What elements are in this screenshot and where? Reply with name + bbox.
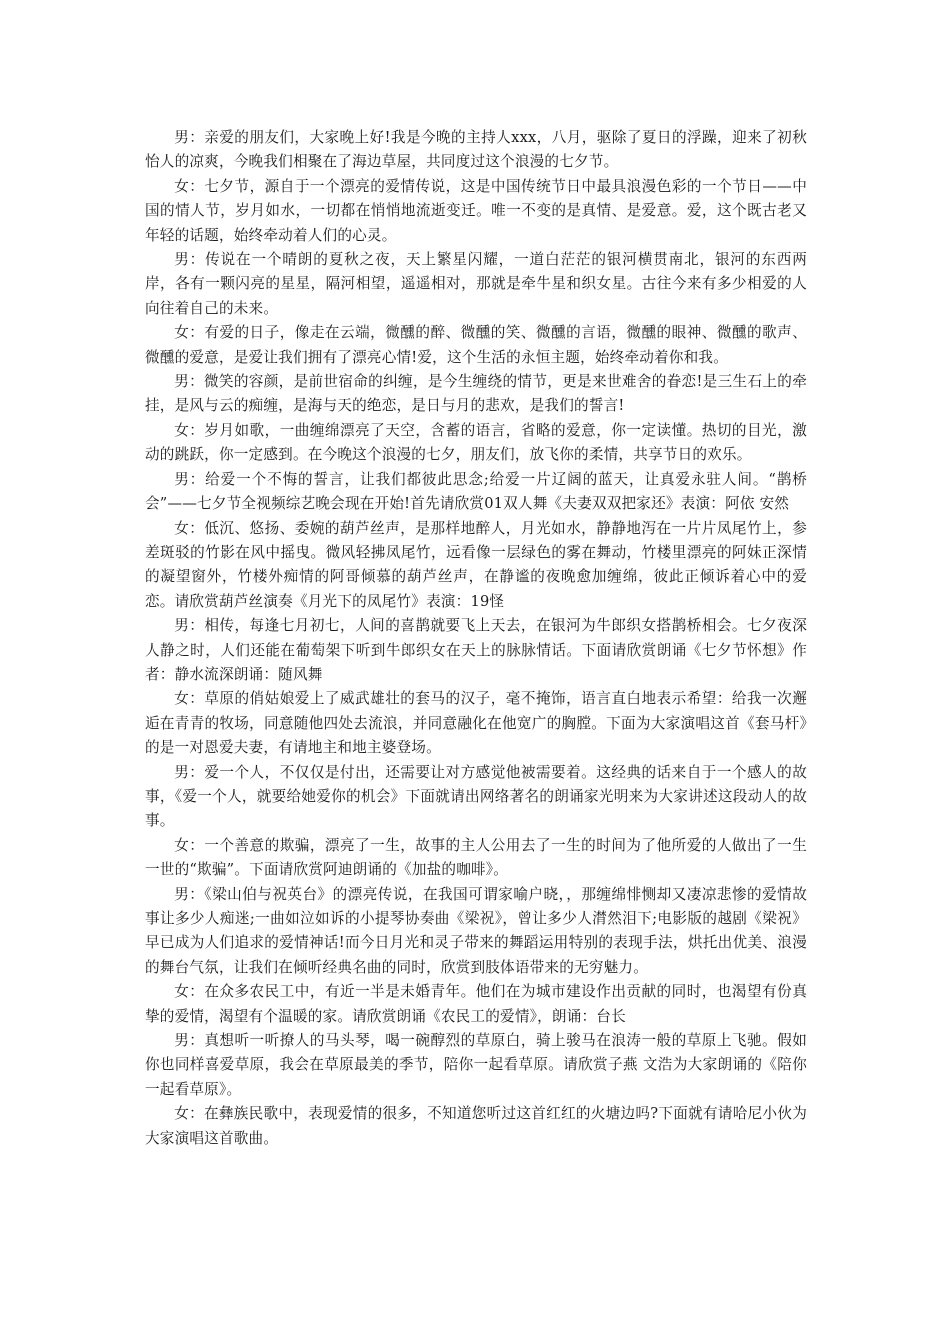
paragraph-14: 女：在众多农民工中，有近一半是未婚青年。他们在为城市建设作出贡献的同时，也渴望有份真挚的爱情，渴望有个温暖的家。请欣赏朗诵《农民工的爱情》，朗诵：台长 [145,983,807,1025]
paragraph-4: 女：有爱的日子，像走在云端，微醺的醉、微醺的笑、微醺的言语，微醺的眼神、微醺的歌声、微醺的爱意，是爱让我们拥有了漂亮心情!爱，这个生活的永恒主题，始终牵动着你和我。 [145,324,807,366]
paragraph-9: 男：相传，每逢七月初七，人间的喜鹊就要飞上天去，在银河为牛郎织女搭鹊桥相会。七夕夜深人静之时，人们还能在葡萄架下听到牛郎织女在天上的脉脉情话。下面请欣赏朗诵《七夕节怀想》作者：静水流深朗诵：随风舞 [145,617,807,683]
paragraph-1: 男：亲爱的朋友们，大家晚上好!我是今晚的主持人xxx，八月，驱除了夏日的浮躁，迎来了初秋怡人的凉爽，今晚我们相聚在了海边草屋，共同度过这个浪漫的七夕节。 [145,129,807,171]
paragraph-6: 女：岁月如歌，一曲缠绵漂亮了天空，含蓄的语言，省略的爱意，你一定读懂。热切的目光，激动的跳跃，你一定感到。在今晚这个浪漫的七夕，朋友们，放飞你的柔情，共享节日的欢乐。 [145,421,807,464]
paragraph-8: 女：低沉、悠扬、委婉的葫芦丝声，是那样地醉人，月光如水，静静地泻在一片片凤尾竹上，参差斑驳的竹影在风中摇曳。微风轻拂凤尾竹，远看像一层绿色的雾在舞动，竹楼里漂亮的阿妹正深情的凝望窗外，竹楼外痴情的阿哥倾慕的葫芦丝声，在静谧的夜晚愈加缠绵，彼此正倾诉着心中的爱恋。请欣赏葫芦丝演奏《月光下的凤尾竹》表演：19怪 [145,519,807,610]
paragraph-12: 女：一个善意的欺骗，漂亮了一生，故事的主人公用去了一生的时间为了他所爱的人做出了一生一世的“欺骗”。下面请欣赏阿迪朗诵的《加盐的咖啡》。 [145,836,807,879]
paragraph-3: 男：传说在一个晴朗的夏秋之夜，天上繁星闪耀，一道白茫茫的银河横贯南北，银河的东西两岸，各有一颗闪亮的星星，隔河相望，遥遥相对，那就是牵牛星和织女星。古往今来有多少相爱的人向往着自己的未来。 [145,251,807,317]
paragraph-11: 男：爱一个人，不仅仅是付出，还需要让对方感觉他被需要着。这经典的话来自于一个感人的故事，《爱一个人，就要给她爱你的机会》下面就请出网络著名的朗诵家光明来为大家讲述这段动人的故事。 [145,763,807,830]
paragraph-13: 男：《梁山伯与祝英台》的漂亮传说，在我国可谓家喻户晓，，那缠绵悱恻却又凄凉悲惨的爱情故事让多少人痴迷;一曲如泣如诉的小提琴协奏曲《梁祝》，曾让多少人潸然泪下;电影版的越剧《梁祝》早已成为人们追求的爱情神话!而今日月光和灵子带来的舞蹈运用特别的表现手法，烘托出优美、浪漫的舞台气氛，让我们在倾听经典名曲的同时，欣赏到肢体语带来的无穷魅力。 [145,885,807,976]
paragraph-2: 女：七夕节，源自于一个漂亮的爱情传说，这是中国传统节日中最具浪漫色彩的一个节日——中国的情人节，岁月如水，一切都在悄悄地流逝变迁。唯一不变的是真情、是爱意。爱，这个既古老又年轻的话题，始终牵动着人们的心灵。 [145,177,807,244]
paragraph-15: 男：真想听一听撩人的马头琴，喝一碗醇烈的草原白，骑上骏马在浪涛一般的草原上飞驰。假如你也同样喜爱草原，我会在草原最美的季节，陪你一起看草原。请欣赏子燕 文浩为大家朗诵的《陪你一起看草原》。 [145,1032,807,1098]
paragraph-7: 男：给爱一个不悔的誓言，让我们都彼此思念;给爱一片辽阔的蓝天，让真爱永驻人间。“鹊桥会”——七夕节全视频综艺晚会现在开始!首先请欣赏01双人舞《夫妻双双把家还》表演：阿依 安然 [145,470,807,513]
paragraph-10: 女：草原的俏姑娘爱上了威武雄壮的套马的汉子，毫不掩饰，语言直白地表示希望：给我一次邂逅在青青的牧场，同意随他四处去流浪，并同意融化在他宽广的胸膛。下面为大家演唱这首《套马杆》的是一对恩爱夫妻，有请地主和地主婆登场。 [145,690,807,757]
paragraph-16: 女：在彝族民歌中，表现爱情的很多，不知道您听过这首红红的火塘边吗?下面就有请哈尼小伙为大家演唱这首歌曲。 [145,1105,807,1147]
document-body [145,126,807,1151]
paragraph-5: 男：微笑的容颜，是前世宿命的纠缠，是今生缠绕的情节，更是来世难舍的眷恋!是三生石上的牵挂，是风与云的痴缠，是海与天的绝恋，是日与月的悲欢，是我们的誓言! [145,373,807,415]
